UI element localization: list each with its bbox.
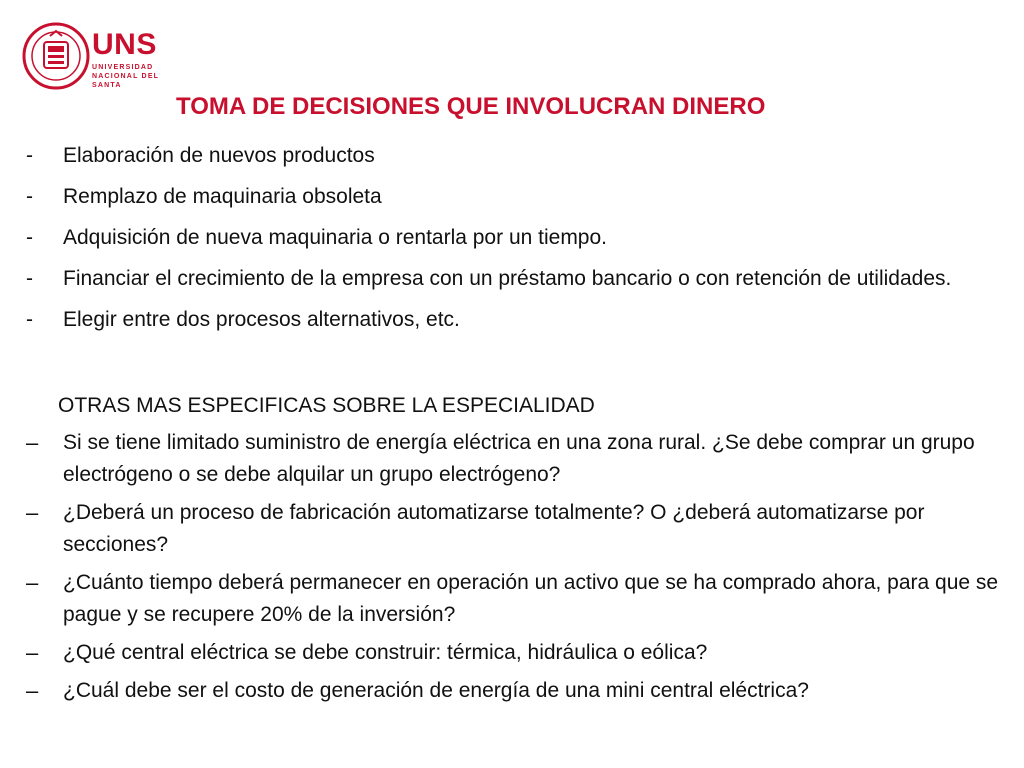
list-item-text: Adquisición de nueva maquinaria o rentarla por un tiempo. — [63, 226, 608, 249]
list-item-text: Remplazo de maquinaria obsoleta — [63, 185, 382, 208]
list-item — [26, 304, 1002, 336]
list-item-text: ¿Qué central eléctrica se debe construir: térmica, hidráulica o eólica? — [63, 641, 708, 664]
list-item — [26, 637, 1002, 669]
section-heading: OTRAS MAS ESPECIFICAS SOBRE LA ESPECIALIDAD — [58, 394, 595, 417]
en-dash-bullet: – — [26, 500, 39, 525]
en-dash-bullet: – — [26, 570, 39, 595]
list-item — [26, 263, 1002, 295]
list-item — [26, 427, 1002, 491]
university-logo — [22, 22, 172, 94]
list-item — [26, 567, 1002, 631]
logo-subtitle-line2: NACIONAL DEL SANTA — [92, 73, 160, 89]
logo-subtitle-line1: UNIVERSIDAD — [92, 64, 154, 71]
list-item — [26, 140, 1002, 172]
dash-bullet: - — [26, 267, 33, 290]
dash-bullet: - — [26, 185, 33, 208]
list-item — [26, 181, 1002, 213]
dash-bullet: - — [26, 144, 33, 167]
dash-bullet: - — [26, 226, 33, 249]
decision-list — [26, 140, 1002, 345]
en-dash-bullet: – — [26, 678, 39, 703]
list-item-text: Elegir entre dos procesos alternativos, etc. — [63, 308, 460, 331]
list-item-text: Si se tiene limitado suministro de energía eléctrica en una zona rural. ¿Se debe comprar un grupo electrógeno o se debe alquilar un grupo electrógeno? — [63, 431, 975, 486]
en-dash-bullet: – — [26, 430, 39, 455]
list-item — [26, 675, 1002, 707]
list-item-text: Financiar el crecimiento de la empresa con un préstamo bancario o con retención de utilidades. — [63, 267, 952, 290]
university-seal-icon — [22, 22, 90, 90]
en-dash-bullet: – — [26, 640, 39, 665]
list-item — [26, 222, 1002, 254]
list-item — [26, 497, 1002, 561]
slide-title: TOMA DE DECISIONES QUE INVOLUCRAN DINERO — [176, 93, 766, 120]
dash-bullet: - — [26, 308, 33, 331]
list-item-text: ¿Cuál debe ser el costo de generación de energía de una mini central eléctrica? — [63, 679, 809, 702]
list-item-text: ¿Deberá un proceso de fabricación automatizarse totalmente? O ¿deberá automatizarse por secciones? — [63, 501, 925, 556]
logo-name: UNS — [92, 28, 157, 61]
list-item-text: Elaboración de nuevos productos — [63, 144, 375, 167]
list-item-text: ¿Cuánto tiempo deberá permanecer en operación un activo que se ha comprado ahora, para que se pague y se recupere 20% de la inversión? — [63, 571, 999, 626]
specific-questions-list — [26, 427, 1002, 713]
